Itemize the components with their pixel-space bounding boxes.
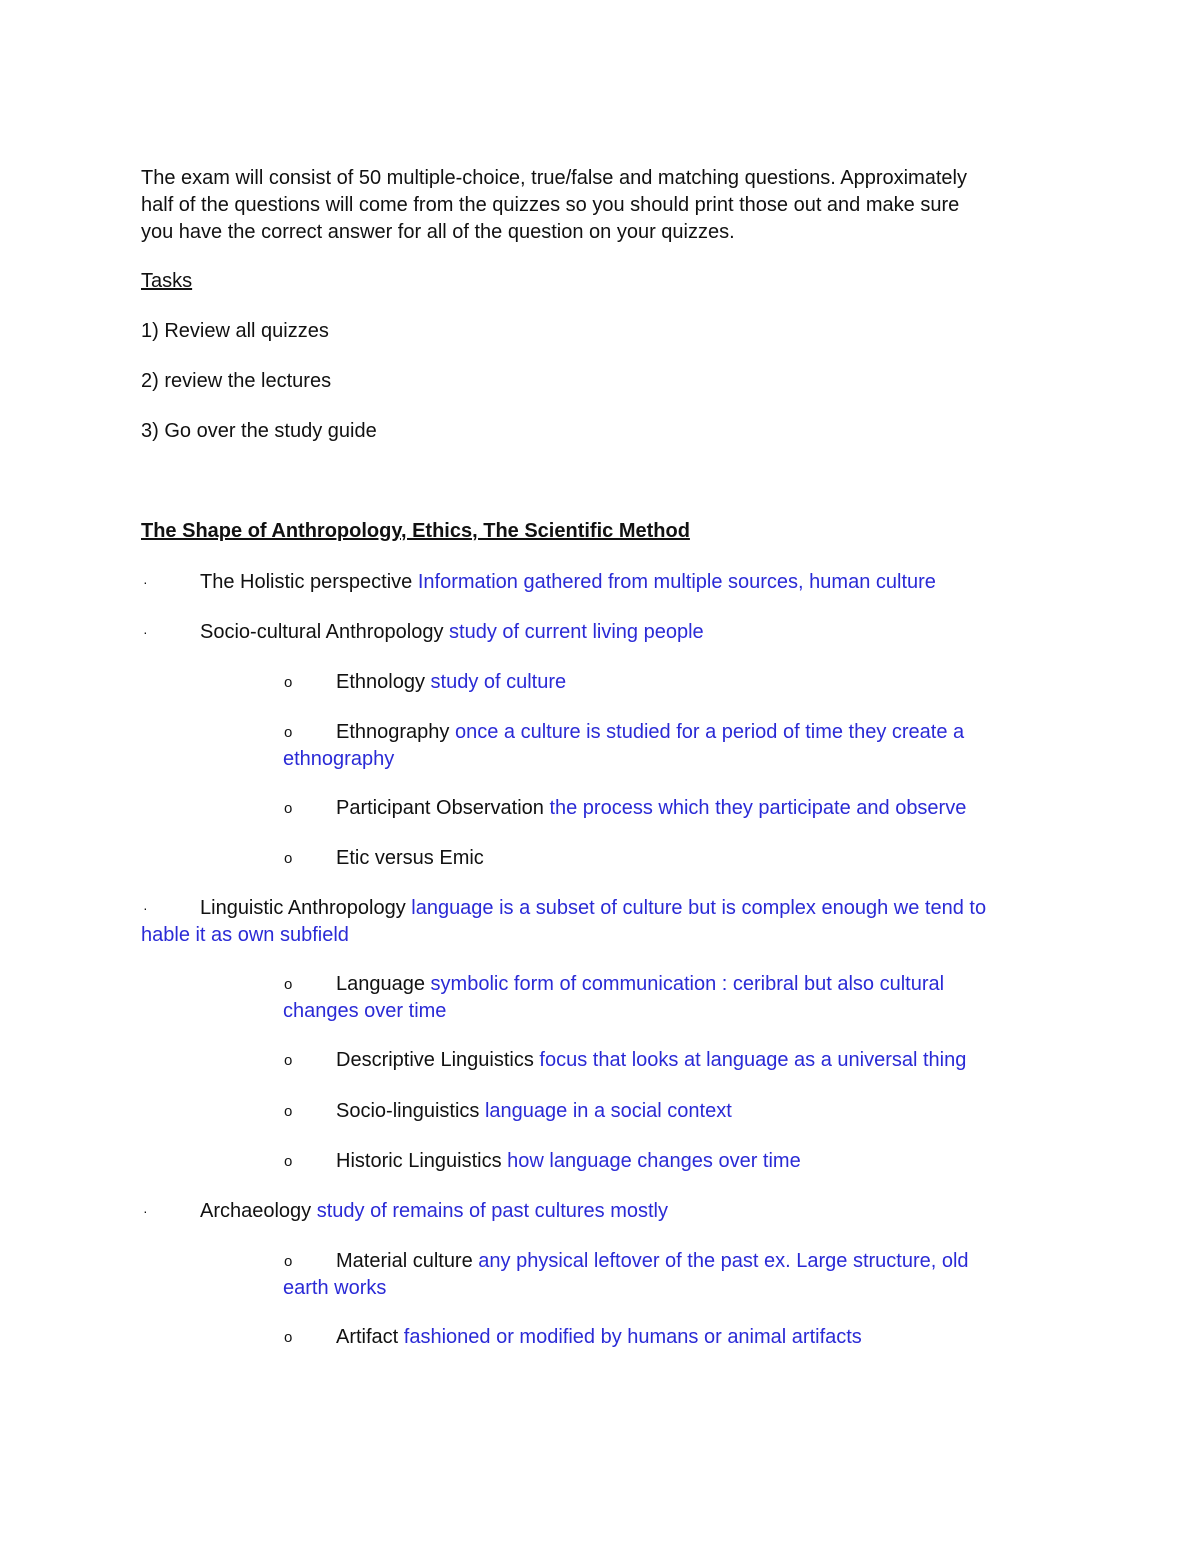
item-note: Information gathered from multiple sources, human culture [417,571,936,593]
task-item: 1) Review all quizzes [141,320,329,342]
item-note: study of remains of past cultures mostly [316,1200,668,1222]
item-note-continuation: changes over time [283,1000,447,1022]
circle-bullet-icon: o [284,1253,293,1270]
item-note: once a culture is studied for a period of time they create a [454,721,965,743]
intro-line: half of the questions will come from the quizzes so you should print those out and make sure [141,194,960,216]
item-term: Etic versus Emic [336,847,484,869]
intro-line: The exam will consist of 50 multiple-choice, true/false and matching questions. Approximately [141,167,967,189]
circle-bullet-icon: o [284,850,293,867]
circle-bullet-icon: o [284,674,293,691]
item-term: Language [336,973,431,995]
item-term: Historic Linguistics [336,1150,508,1172]
bullet-dot-icon: · [143,624,148,640]
circle-bullet-icon: o [284,976,293,993]
bullet-dot-icon: · [143,900,148,916]
circle-bullet-icon: o [284,724,293,741]
item-note: any physical leftover of the past ex. Large structure, old [478,1250,969,1272]
item-note: language is a subset of culture but is complex enough we tend to [411,897,987,919]
item-note: how language changes over time [507,1150,801,1172]
item-note: study of current living people [449,621,704,643]
item-note: the process which they participate and observe [549,797,967,819]
task-item: 3) Go over the study guide [141,420,377,442]
item-term: Linguistic Anthropology [200,897,412,919]
item-note-continuation: hable it as own subfield [141,924,349,946]
item-term: Descriptive Linguistics [336,1049,540,1071]
item-note: focus that looks at language as a universal thing [539,1049,967,1071]
item-note: study of culture [430,671,567,693]
task-item: 2) review the lectures [141,370,332,392]
item-term: Artifact [336,1326,404,1348]
item-note: language in a social context [484,1100,732,1122]
bullet-dot-icon: · [143,1203,148,1219]
item-note-continuation: earth works [283,1277,387,1299]
intro-line: you have the correct answer for all of the question on your quizzes. [141,221,735,243]
item-term: Ethnography [336,721,455,743]
circle-bullet-icon: o [284,1153,293,1170]
bullet-dot-icon: · [143,574,148,590]
circle-bullet-icon: o [284,1329,293,1346]
circle-bullet-icon: o [284,800,293,817]
item-term: Material culture [336,1250,479,1272]
item-term: Ethnology [336,671,431,693]
item-term: Socio-linguistics [336,1100,485,1122]
circle-bullet-icon: o [284,1103,293,1120]
circle-bullet-icon: o [284,1052,293,1069]
intro-paragraph [141,165,1061,246]
item-note: symbolic form of communication : ceribral but also cultural [430,973,945,995]
section-heading: The Shape of Anthropology, Ethics, The Scientific Method [141,520,690,542]
item-term: Socio-cultural Anthropology [200,621,450,643]
item-term: The Holistic perspective [200,571,418,593]
item-term: Participant Observation [336,797,550,819]
item-note-continuation: ethnography [283,748,395,770]
item-term: Archaeology [200,1200,317,1222]
item-note: fashioned or modified by humans or animal artifacts [403,1326,862,1348]
tasks-heading: Tasks [141,270,193,292]
